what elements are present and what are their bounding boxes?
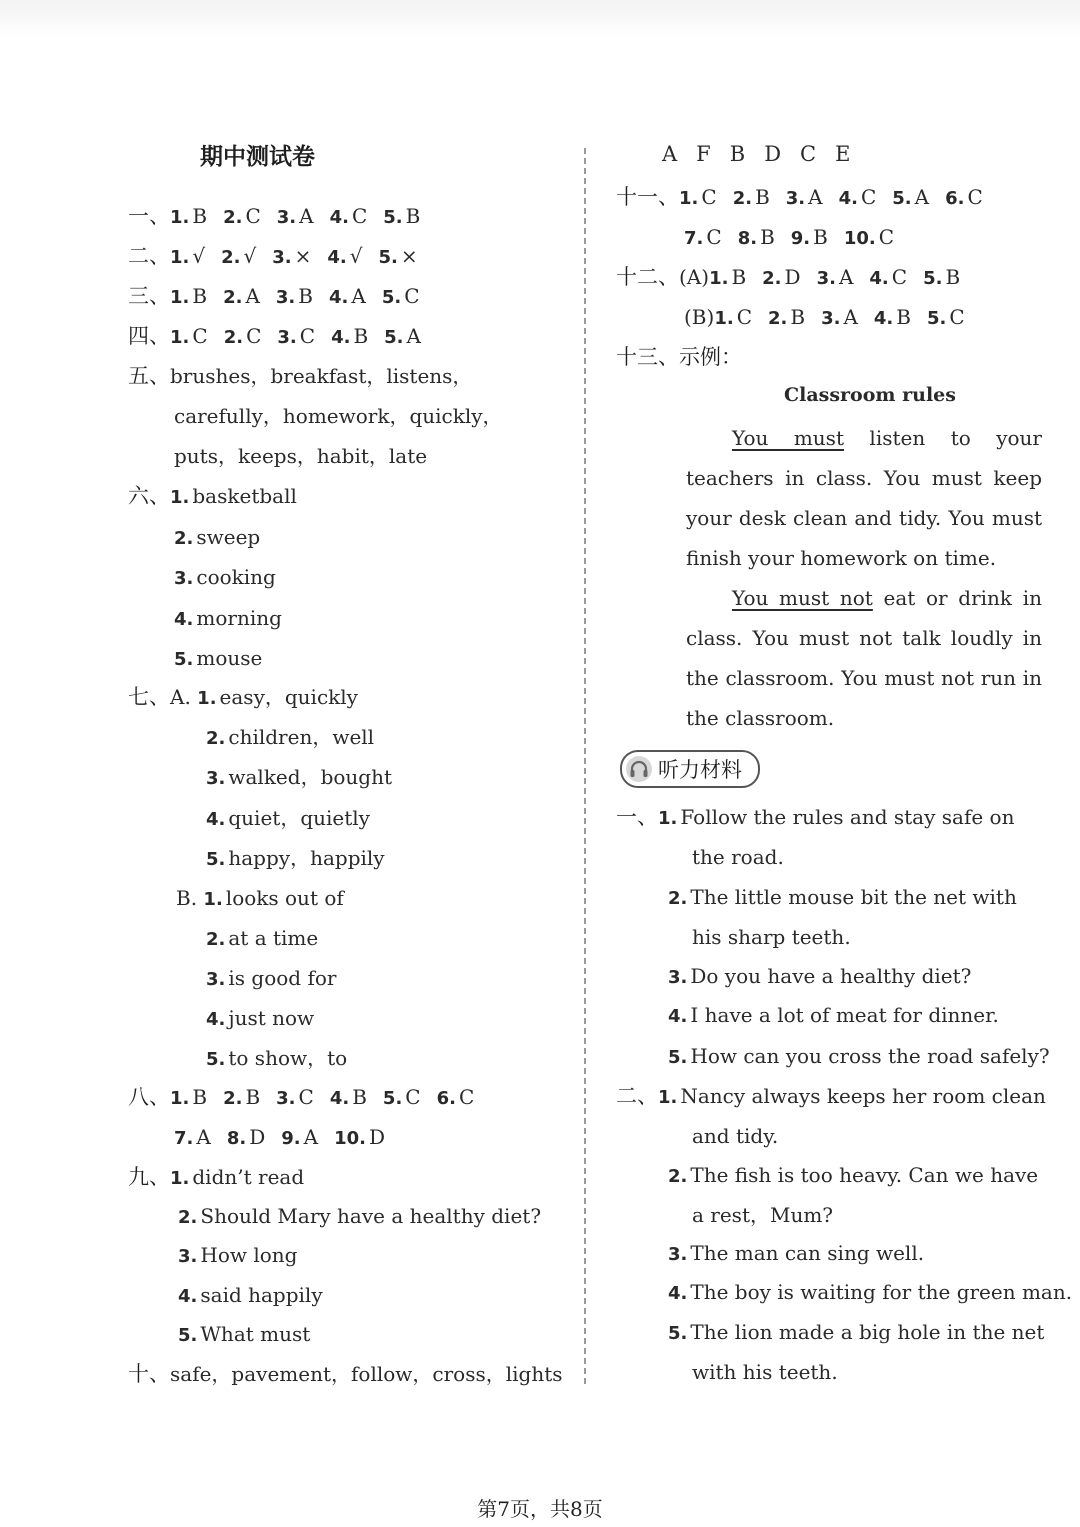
essay-paragraph-1: You must listen to your teachers in class. You must keep your desk clean and tidy. You must finish your homework on time. [686,426,1042,570]
section-7-b-item-2: 2. at a time [206,926,319,950]
page-number: 第7页，共8页 [477,1497,603,1521]
answer-row [170,284,436,308]
answer-item: 3. A [821,305,858,329]
section-6-item-5: 5. mouse [174,646,263,670]
answer-item: 2. A [223,284,260,308]
answer-item: 1. B [170,1085,208,1109]
section-7-b-item-1: B. 1. looks out of [176,886,344,910]
answer-item: 3. B [275,284,313,308]
answer-item: 9. B [790,225,828,249]
section-7-b-item-3: 3. is good for [206,966,337,990]
answer-item: 1. √ [170,244,206,268]
answer-item: 2. B [223,1085,261,1109]
section-6-item-3: 3. cooking [174,565,276,589]
section-10: 十、safe，pavement，follow，cross，lights [128,1362,563,1386]
answer-row [170,324,437,348]
answer-row [709,265,976,289]
answer-item: 7. C [684,225,722,249]
answer-item: 4. C [869,265,908,289]
listening-2-item-3: 3. The man can sing well. [668,1241,925,1265]
section-1: 一、1. B 2. C 3. A 4. C 5. B [128,202,436,230]
scan-shadow [0,0,1080,40]
listening-2-item-5-cont: with his teeth. [692,1360,838,1384]
answer-item: 1. B [709,265,747,289]
answer-item: 6. C [945,185,983,209]
letter-answers: A F B D C E [662,142,852,166]
column-divider [584,148,586,1384]
listening-2-item-4: 4. The boy is waiting for the green man. [668,1280,1073,1304]
answer-item: 8. D [226,1125,266,1149]
section-7-a-item-3: 3. walked，bought [206,765,393,789]
answer-item: 2. √ [221,244,257,268]
section-5-line-3: puts，keeps，habit，late [174,444,428,468]
listening-2-item-1-cont: and tidy. [692,1124,779,1148]
section-9-item-4: 4. said happily [178,1283,323,1307]
answer-item: 3. A [816,265,854,289]
answer-item: 5. C [926,305,965,329]
answer-item: 1. B [170,284,208,308]
answer-item: 3. A [276,204,314,228]
answer-item: 4. B [873,305,911,329]
section-4: 四、1. C 2. C 3. C 4. B 5. A [128,322,437,350]
answer-item: 9. A [281,1125,319,1149]
answer-item: 5. B [383,204,421,228]
section-5-line-2: carefully，homework，quickly， [174,404,503,428]
answer-item: 4. C [838,185,877,209]
answer-item: 5. A [892,185,930,209]
section-6-item-1: 六、1. basketball [128,484,297,508]
answer-item: 1. C [170,324,208,348]
section-2: 二、1. √ 2. √ 3. × 4. √ 5. × [128,242,434,270]
listening-1-item-2: 2. The little mouse bit the net with [668,885,1017,909]
answer-item: 2. C [223,324,262,348]
answer-row [714,305,980,329]
answer-row [170,1085,490,1109]
section-6-item-4: 4. morning [174,606,282,630]
essay-paragraph-2: You must not eat or drink in class. You must not talk loudly in the classroom. You must not run in the classroom. [686,586,1042,730]
answer-item: 5. C [381,284,420,308]
listening-1-item-1-cont: the road. [692,845,784,869]
answer-item: 2. B [768,305,806,329]
section-3: 三、1. B 2. A 3. B 4. A 5. C [128,282,436,310]
section-12-b: (B)1. C 2. B 3. A 4. B 5. C [616,303,981,331]
section-7-a-item-5: 5. happy，happily [206,846,385,870]
answer-item: 2. C [223,204,261,228]
section-9-item-1: 九、1. didn’t read [128,1165,305,1189]
listening-2-item-2-cont: a rest，Mum? [692,1203,834,1227]
answer-item: 5. A [384,324,421,348]
answer-item: 7. A [174,1125,211,1149]
listening-1-item-5: 5. How can you cross the road safely? [668,1044,1050,1068]
answer-row [170,244,434,268]
page-title: 期中测试卷 [200,144,315,170]
answer-item: 2. D [762,265,801,289]
answer-item: 3. C [277,324,316,348]
answer-item: 3. × [272,244,312,268]
section-9-item-5: 5. What must [178,1322,311,1346]
section-6-item-2: 2. sweep [174,525,261,549]
section-7-a-item-4: 4. quiet，quietly [206,806,370,830]
section-5-line-1: 五、brushes，breakfast，listens， [128,364,473,388]
section-11-row-2 [616,223,910,251]
listening-1-item-4: 4. I have a lot of meat for dinner. [668,1003,999,1027]
listening-2-item-5: 5. The lion made a big hole in the net [668,1320,1045,1344]
answer-row [684,225,910,249]
answer-item: 4. B [331,324,369,348]
answer-item: 6. C [436,1085,475,1109]
answer-row [174,1125,401,1149]
section-7-b-item-4: 4. just now [206,1006,315,1030]
answer-item: 5. C [382,1085,421,1109]
answer-item: 4. B [329,1085,367,1109]
answer-item: 3. A [785,185,823,209]
listening-1-item-3: 3. Do you have a healthy diet? [668,964,972,988]
section-8-row-1: 八、1. B 2. B 3. C 4. B 5. C 6. C [128,1083,490,1111]
answer-item: 2. B [732,185,770,209]
section-9-item-3: 3. How long [178,1243,298,1267]
answer-item: 4. C [329,204,368,228]
section-12-a: 十二、(A)1. B 2. D 3. A 4. C 5. B [616,263,976,291]
section-9-item-2: 2. Should Mary have a healthy diet? [178,1204,542,1228]
listening-1-item-1: 一、1. Follow the rules and stay safe on [616,805,1015,829]
section-13: 十三、示例： [616,345,742,369]
answer-item: 5. × [378,244,418,268]
answer-item: 4. √ [327,244,363,268]
section-11-row-1: 十一、1. C 2. B 3. A 4. C 5. A 6. C [616,183,999,211]
answer-item: 4. A [328,284,366,308]
answer-item: 3. C [276,1085,314,1109]
answer-item: 1. C [679,185,717,209]
listening-2-item-1: 二、1. Nancy always keeps her room clean [616,1084,1046,1108]
headphone-icon [626,756,652,782]
answer-row [679,185,999,209]
section-8-row-2 [128,1123,401,1151]
answer-item: 10. D [334,1125,386,1149]
answer-row [170,204,436,228]
section-7-b-item-5: 5. to show，to [206,1046,348,1070]
section-7-a-item-1: 七、A. 1. easy，quickly [128,685,358,709]
answer-item: 8. B [737,225,775,249]
section-7-a-item-2: 2. children，well [206,725,375,749]
answer-item: 5. B [923,265,961,289]
listening-2-item-2: 2. The fish is too heavy. Can we have [668,1163,1039,1187]
answer-item: 10. C [843,225,895,249]
essay-title: Classroom rules [784,384,956,406]
listening-material-label: 听力材料 [620,750,760,788]
answer-item: 1. C [714,305,752,329]
listening-1-item-2-cont: his sharp teeth. [692,925,851,949]
answer-item: 1. B [170,204,208,228]
